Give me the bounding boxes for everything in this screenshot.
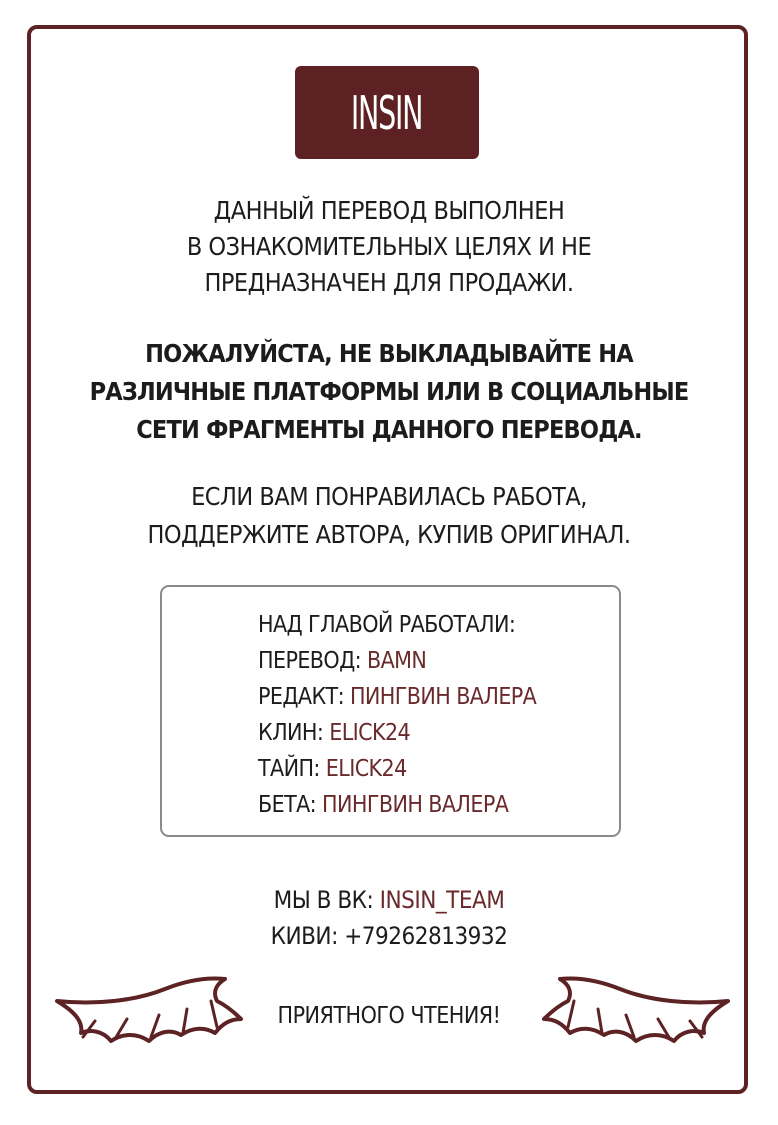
credit-translation	[258, 643, 619, 679]
vk-label: МЫ В ВК:	[273, 886, 374, 914]
support-line: ЕСЛИ ВАМ ПОНРАВИЛАСЬ РАБОТА,	[191, 482, 587, 511]
credit-label: БЕТА:	[258, 792, 317, 818]
credit-value: ELICK24	[329, 720, 411, 746]
credit-value: BAMN	[367, 648, 427, 674]
credit-typer	[258, 751, 619, 787]
logo-text: INSIN	[351, 85, 423, 140]
notice-block	[0, 193, 778, 301]
warning-block	[0, 335, 778, 449]
insin-logo	[295, 66, 479, 159]
support-line: ПОДДЕРЖИТЕ АВТОРА, КУПИВ ОРИГИНАЛ.	[147, 520, 631, 549]
credit-beta	[258, 787, 619, 823]
credits-box	[160, 585, 621, 837]
credit-cleaner	[258, 715, 619, 751]
qiwi-line	[0, 918, 778, 954]
warning-line: РАЗЛИЧНЫЕ ПЛАТФОРМЫ ИЛИ В СОЦИАЛЬНЫЕ	[89, 377, 689, 406]
credit-label: ТАЙП:	[258, 756, 320, 782]
notice-line: ДАННЫЙ ПЕРЕВОД ВЫПОЛНЕН	[213, 196, 565, 225]
contacts-block	[0, 882, 778, 954]
credit-value: ELICK24	[325, 756, 407, 782]
notice-line: В ОЗНАКОМИТЕЛЬНЫХ ЦЕЛЯХ И НЕ	[186, 232, 592, 261]
vk-line	[0, 882, 778, 918]
support-block	[0, 478, 778, 554]
credit-label: ПЕРЕВОД:	[258, 648, 362, 674]
credit-value: ПИНГВИН ВАЛЕРА	[349, 684, 537, 710]
bat-wing-icon	[540, 975, 730, 1045]
notice-line: ПРЕДНАЗНАЧЕН ДЛЯ ПРОДАЖИ.	[204, 268, 574, 297]
vk-link[interactable]: INSIN_TEAM	[379, 886, 505, 914]
qiwi-number: +79262813932	[344, 922, 508, 950]
footer-text: ПРИЯТНОГО ЧТЕНИЯ!	[277, 1003, 501, 1029]
credit-value: ПИНГВИН ВАЛЕРА	[322, 792, 509, 818]
credits-heading: НАД ГЛАВОЙ РАБОТАЛИ:	[258, 612, 516, 638]
credit-editor	[258, 679, 619, 715]
credit-label: РЕДАКТ:	[258, 684, 344, 710]
warning-line: СЕТИ ФРАГМЕНТЫ ДАННОГО ПЕРЕВОДА.	[136, 415, 642, 444]
warning-line: ПОЖАЛУЙСТА, НЕ ВЫКЛАДЫВАЙТЕ НА	[145, 339, 633, 368]
qiwi-label: КИВИ:	[270, 922, 338, 950]
credit-label: КЛИН:	[258, 720, 324, 746]
